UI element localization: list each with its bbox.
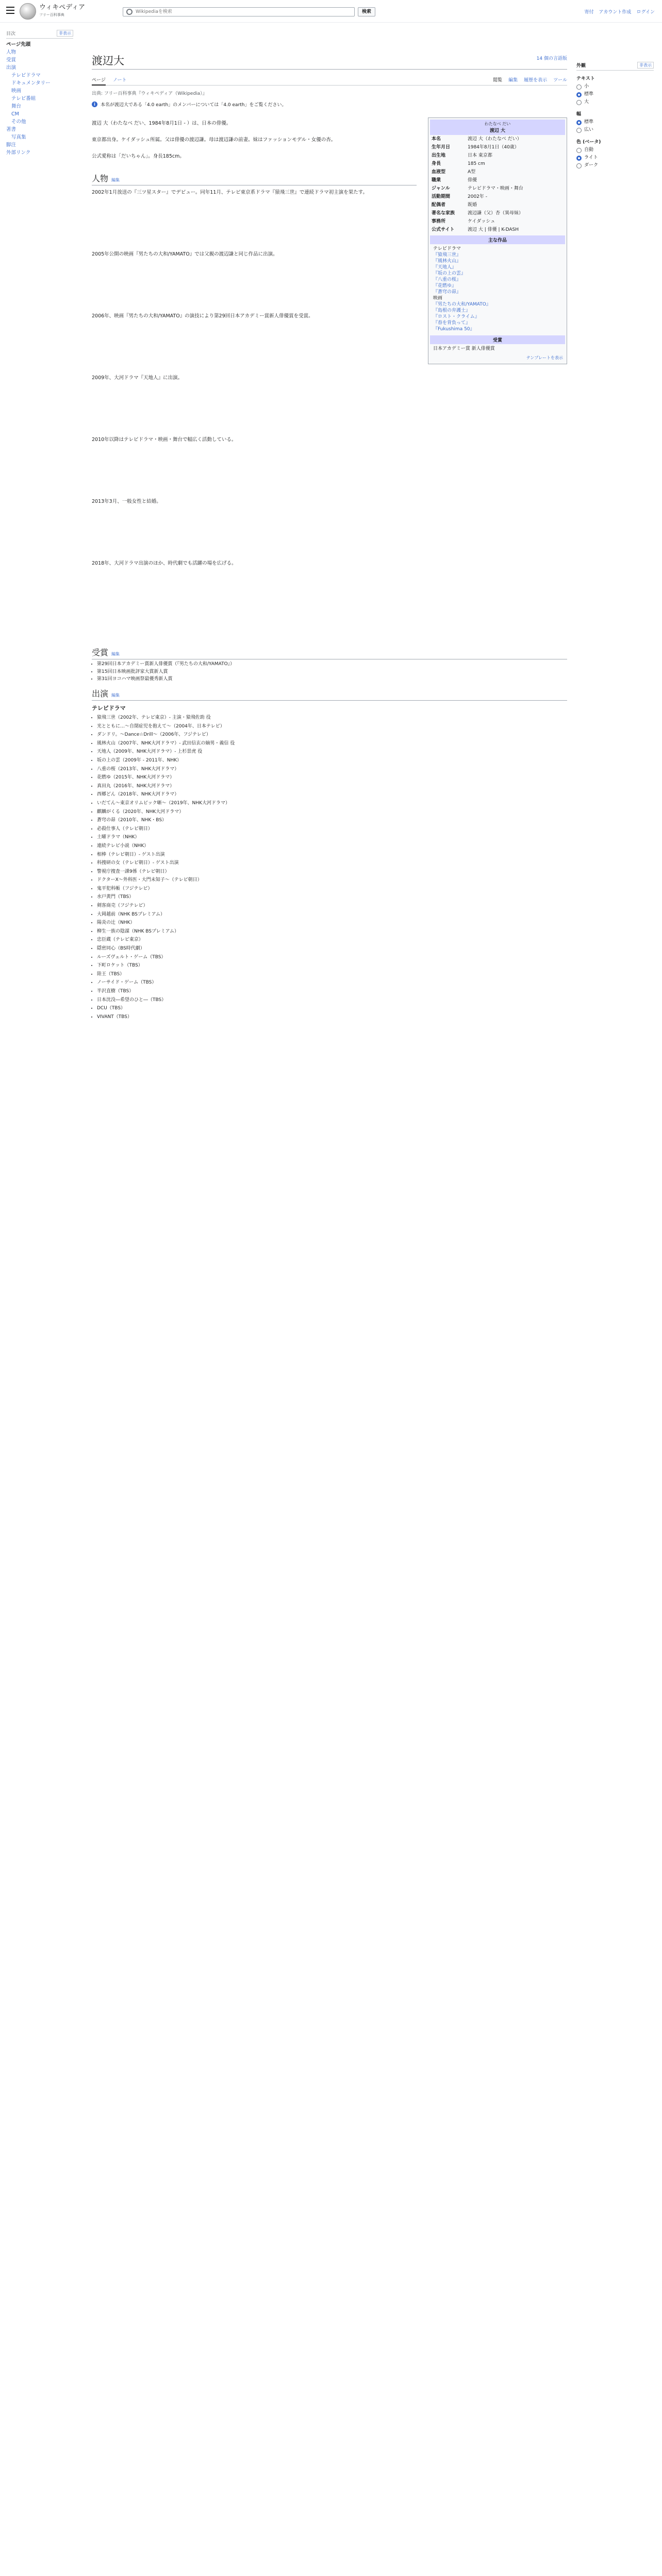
infobox-key: 血液型 bbox=[432, 170, 446, 175]
infobox-work[interactable]: 『男たちの大和/YAMATO』 bbox=[433, 302, 491, 307]
site-name[interactable]: ウィキペディア bbox=[39, 4, 86, 11]
infobox-key: ジャンル bbox=[432, 186, 450, 191]
tv-drama-item: • 鬼平犯科帳（フジテレビ） bbox=[97, 885, 561, 893]
section-heading-awards: 受賞 編集 bbox=[92, 646, 567, 659]
section-heading-appearances: 出演 編集 bbox=[92, 687, 567, 701]
tab-edit[interactable]: 編集 bbox=[508, 78, 518, 83]
user-links bbox=[585, 8, 655, 15]
infobox-key: 職業 bbox=[432, 178, 441, 183]
info-icon: i bbox=[92, 101, 97, 107]
infobox-work[interactable]: 『蒼穹の昴』 bbox=[433, 290, 461, 295]
infobox-work[interactable]: 映画 bbox=[433, 296, 443, 301]
tv-drama-item: • 剣客商売（フジテレビ） bbox=[97, 902, 561, 910]
tv-drama-item: • 忠臣蔵（テレビ東京） bbox=[97, 936, 561, 944]
person-paragraph: 2009年、大河ドラマ『天地人』に出演。 bbox=[92, 375, 183, 381]
appearance-option-label: 大 bbox=[584, 99, 589, 105]
tv-drama-item: • 陸王（TBS） bbox=[97, 971, 561, 978]
appearance-option[interactable] bbox=[576, 146, 654, 154]
edit-section-link[interactable]: 編集 bbox=[111, 178, 120, 182]
site-header bbox=[0, 0, 662, 23]
toc-item[interactable]: 受賞 bbox=[6, 57, 16, 63]
toc-item[interactable]: テレビ番組 bbox=[11, 96, 36, 101]
infobox-award-heading: 受賞 bbox=[430, 335, 565, 344]
infobox-value: 渡辺 大（わたなべ だい） bbox=[468, 137, 522, 142]
infobox-row bbox=[430, 135, 565, 143]
infobox-value: テレビドラマ・映画・舞台 bbox=[468, 186, 523, 191]
award-item: • 第31回ヨコハマ映画祭最優秀新人賞 bbox=[97, 675, 235, 683]
infobox-key: 活動期間 bbox=[432, 194, 451, 199]
appearance-option-label: ダーク bbox=[584, 163, 599, 168]
appearance-header: 外観 非表示 bbox=[576, 62, 654, 71]
appearance-option-label: 小 bbox=[584, 84, 589, 89]
toc-item[interactable]: ページ先頭 bbox=[6, 42, 31, 47]
radio-icon[interactable] bbox=[576, 156, 582, 161]
toc-header: 目次 非表示 bbox=[6, 30, 73, 39]
award-item: • 第15回日本映画批評家大賞新人賞 bbox=[97, 668, 235, 676]
search-box[interactable] bbox=[123, 7, 355, 16]
section-heading-person: 人物 編集 bbox=[92, 172, 417, 185]
tv-drama-item: • 相棒（テレビ朝日）- ゲスト出演 bbox=[97, 851, 561, 859]
infobox-value: 1984年8月1日（40歳） bbox=[468, 145, 519, 150]
infobox-key: 公式サイト bbox=[432, 227, 455, 232]
title-divider bbox=[92, 69, 567, 70]
page-title: 渡辺大 bbox=[92, 55, 124, 67]
infobox-award: 日本アカデミー賞 新人俳優賞 bbox=[433, 346, 495, 351]
infobox-row bbox=[430, 176, 565, 184]
search-input[interactable] bbox=[136, 8, 354, 15]
infobox-row bbox=[430, 151, 565, 160]
tv-drama-item: • VIVANT（TBS） bbox=[97, 1013, 561, 1021]
infobox-key: 身長 bbox=[432, 161, 441, 166]
appearance-option-label: ライト bbox=[584, 155, 598, 160]
tv-drama-item: • ルーズヴェルト・ゲーム（TBS） bbox=[97, 954, 561, 961]
infobox-value: ケイダッシュ bbox=[468, 219, 495, 224]
tv-drama-list bbox=[97, 714, 561, 1022]
tv-drama-item: • 真田丸（2016年、NHK大河ドラマ） bbox=[97, 783, 561, 790]
person-paragraph: 2010年以降はテレビドラマ・映画・舞台で幅広く活動している。 bbox=[92, 437, 237, 443]
radio-icon[interactable] bbox=[576, 163, 582, 168]
infobox-value: 日本 東京都 bbox=[468, 153, 492, 158]
toc-item[interactable]: 写真集 bbox=[11, 134, 26, 140]
appearance-option[interactable] bbox=[576, 118, 654, 126]
infobox-row bbox=[430, 201, 565, 209]
tv-drama-item: • DCU（TBS） bbox=[97, 1005, 561, 1012]
infobox-value: 185 cm bbox=[468, 161, 485, 166]
site-tagline: フリー百科事典 bbox=[39, 13, 64, 17]
toc-item[interactable]: テレビドラマ bbox=[11, 73, 41, 78]
tv-drama-item: • 科捜研の女（テレビ朝日）- ゲスト出演 bbox=[97, 859, 561, 867]
appearance-option-label: 標準 bbox=[584, 92, 594, 97]
radio-icon[interactable] bbox=[576, 148, 582, 153]
tv-drama-item: • 下町ロケット（TBS） bbox=[97, 962, 561, 970]
tv-drama-item: • ノーサイド・ゲーム（TBS） bbox=[97, 979, 561, 987]
tab-tools[interactable]: ツール bbox=[553, 78, 567, 83]
infobox-key: 事務所 bbox=[432, 219, 446, 224]
toc-item[interactable]: 脚注 bbox=[6, 142, 16, 148]
person-paragraph: 2005年公開の映画『男たちの大和/YAMATO』では父親の渡辺謙と同じ作品に出演。 bbox=[92, 251, 278, 257]
tv-drama-item: • 猿飛三世（2002年、テレビ東京）- 主演・猿飛佐助 役 bbox=[97, 714, 561, 722]
infobox-row bbox=[430, 184, 565, 193]
tab-history[interactable]: 履歴を表示 bbox=[524, 78, 548, 83]
appearance-option[interactable] bbox=[576, 154, 654, 162]
search-button[interactable]: 検索 bbox=[358, 7, 375, 16]
page-source-note: 出典: フリー百科事典『ウィキペディア（Wikipedia）』 bbox=[92, 91, 207, 96]
infobox-work[interactable]: 『天地人』 bbox=[433, 265, 457, 270]
tv-drama-item: • 光とともに…〜自閉症児を抱えて〜（2004年、日本テレビ） bbox=[97, 723, 561, 731]
infobox-row bbox=[430, 209, 565, 217]
subsection-heading-tv-drama: テレビドラマ bbox=[92, 705, 126, 711]
infobox-title: わたなべ だい 渡辺 大 bbox=[430, 120, 565, 135]
appearance-group-label: テキスト bbox=[576, 76, 595, 81]
toc-item[interactable]: 外部リンク bbox=[6, 150, 31, 156]
tv-drama-item: • 風林火山（2007年、NHK大河ドラマ）- 武田信玄の嫡男・義信 役 bbox=[97, 740, 561, 748]
toc-item[interactable]: 出演 bbox=[6, 65, 16, 71]
appearance-panel bbox=[576, 62, 654, 170]
infobox-value: 渡辺 大 | 俳優 | K-DASH bbox=[468, 227, 519, 232]
hatnote: i 本名が渡辺大である「4.0 earth」のメンバーについては「4.0 earth」をご覧ください。 bbox=[92, 101, 287, 108]
infobox-value: 2002年 - bbox=[468, 194, 488, 199]
infobox-work[interactable]: テレビドラマ bbox=[433, 246, 461, 251]
tv-drama-item: • 隠密同心（BS時代劇） bbox=[97, 945, 561, 953]
radio-icon[interactable] bbox=[576, 120, 582, 125]
wikipedia-logo[interactable] bbox=[20, 3, 36, 20]
tv-drama-item: • 花燃ゆ（2015年、NHK大河ドラマ） bbox=[97, 774, 561, 782]
appearance-group-label: 色 (ベータ) bbox=[576, 140, 601, 145]
infobox-row bbox=[430, 226, 565, 234]
tv-drama-item: • ダンドリ。〜Dance☆Drill〜（2006年、フジテレビ） bbox=[97, 731, 561, 739]
tv-drama-item: • 必殺仕事人（テレビ朝日） bbox=[97, 825, 561, 833]
infobox-work[interactable]: 『花燃ゆ』 bbox=[433, 283, 457, 289]
tv-drama-item: • 大岡越前（NHK BSプレミアム） bbox=[97, 911, 561, 919]
infobox-work[interactable]: 『ロスト・クライム』 bbox=[433, 314, 479, 319]
intro-paragraph-1: 渡辺 大（わたなべ だい、1984年8月1日 - ）は、日本の俳優。 bbox=[92, 121, 231, 126]
appearance-option-label: 自動 bbox=[584, 147, 594, 152]
infobox-work[interactable]: 『春を背負って』 bbox=[433, 320, 471, 326]
infobox-key: 配偶者 bbox=[432, 202, 446, 208]
page-tabs bbox=[92, 76, 567, 86]
toc-hide-button[interactable]: 非表示 bbox=[57, 30, 73, 37]
main-menu-icon[interactable] bbox=[6, 7, 14, 14]
award-item: • 第29回日本アカデミー賞新人俳優賞（『男たちの大和/YAMATO』） bbox=[97, 660, 235, 668]
tv-drama-item: • 警視庁捜査一課9係（テレビ朝日） bbox=[97, 868, 561, 876]
create-account-link[interactable]: アカウント作成 bbox=[599, 10, 632, 15]
infobox-value: 既婚 bbox=[468, 202, 477, 208]
tv-drama-item: • 西郷どん（2018年、NHK大河ドラマ） bbox=[97, 791, 561, 799]
appearance-option[interactable] bbox=[576, 126, 654, 134]
toc-item[interactable]: 映画 bbox=[11, 88, 22, 94]
tv-drama-item: • 水戸黄門（TBS） bbox=[97, 893, 561, 901]
infobox-row bbox=[430, 160, 565, 168]
infobox-key: 出生地 bbox=[432, 153, 446, 158]
main-content bbox=[92, 23, 567, 2576]
login-link[interactable]: ログイン bbox=[636, 10, 655, 15]
infobox-value: 渡辺謙（父）杏（異母妹） bbox=[468, 211, 524, 216]
toc-item[interactable]: CM bbox=[11, 111, 19, 117]
table-of-contents bbox=[6, 30, 73, 157]
infobox-works-heading: 主な作品 bbox=[430, 235, 565, 244]
infobox-row bbox=[430, 143, 565, 151]
tab-read[interactable]: 閲覧 bbox=[493, 78, 503, 83]
infobox-value: A型 bbox=[468, 170, 476, 175]
infobox-work[interactable]: 『坂の上の雲』 bbox=[433, 271, 466, 276]
donate-link[interactable]: 寄付 bbox=[584, 10, 594, 15]
edit-section-link[interactable]: 編集 bbox=[111, 652, 120, 656]
radio-icon[interactable] bbox=[576, 100, 582, 105]
infobox-row bbox=[430, 217, 565, 226]
toc-item[interactable]: その他 bbox=[11, 119, 26, 125]
intro-paragraph-2: 東京都出身。ケイダッシュ所属。父は俳優の渡辺謙。母は渡辺謙の前妻。妹はファッションモデル・女優の杏。 bbox=[92, 137, 336, 143]
tv-drama-item: • 日本沈没―希望のひと―（TBS） bbox=[97, 996, 561, 1004]
tab-page[interactable]: ページ bbox=[92, 76, 106, 86]
edit-section-link[interactable]: 編集 bbox=[111, 693, 120, 698]
person-paragraph: 2006年、映画『男たちの大和/YAMATO』の演技により第29回日本アカデミー賞新人俳優賞を受賞。 bbox=[92, 313, 313, 319]
intro-paragraph-3: 公式愛称は「だいちゃん」。身長185cm。 bbox=[92, 154, 185, 159]
tv-drama-item: • 坂の上の雲（2009年 - 2011年、NHK） bbox=[97, 757, 561, 765]
infobox-row bbox=[430, 193, 565, 201]
toc-item[interactable]: ドキュメンタリー bbox=[11, 80, 51, 86]
infobox-work[interactable]: 『島根の弁護士』 bbox=[433, 308, 471, 313]
tv-drama-item: • 連続テレビ小説（NHK） bbox=[97, 842, 561, 850]
tv-drama-item: • 陽炎の辻（NHK） bbox=[97, 919, 561, 927]
appearance-group-label: 幅 bbox=[576, 112, 582, 117]
toc-item[interactable]: 舞台 bbox=[11, 104, 22, 109]
tv-drama-item: • 半沢直樹（TBS） bbox=[97, 988, 561, 995]
language-button[interactable]: 14 個の言語版 bbox=[536, 56, 567, 61]
template-link[interactable]: テンプレートを表示 bbox=[526, 355, 563, 360]
infobox-row bbox=[430, 168, 565, 176]
appearance-option-label: 広い bbox=[584, 127, 594, 132]
radio-icon[interactable] bbox=[576, 128, 582, 133]
person-paragraph: 2013年3月、一般女性と結婚。 bbox=[92, 499, 161, 504]
awards-list bbox=[97, 660, 235, 683]
appearance-option[interactable] bbox=[576, 83, 654, 91]
appearance-option[interactable] bbox=[576, 162, 654, 170]
infobox-key: 本名 bbox=[432, 137, 441, 142]
tv-drama-item: • 柳生一族の陰謀（NHK BSプレミアム） bbox=[97, 928, 561, 936]
infobox-work[interactable]: 『八重の桜』 bbox=[433, 277, 461, 282]
infobox-work[interactable]: 『Fukushima 50』 bbox=[433, 327, 475, 332]
person-paragraph: 2018年、大河ドラマ出演のほか、時代劇でも活躍の場を広げる。 bbox=[92, 561, 237, 566]
tv-drama-item: • 八重の桜（2013年、NHK大河ドラマ） bbox=[97, 766, 561, 773]
radio-icon[interactable] bbox=[576, 92, 582, 97]
person-paragraph: 2002年1月放送の『三ツ星スター』でデビュー。同年11月、テレビ東京系ドラマ『猿飛三世』で連続ドラマ初主演を果たす。 bbox=[92, 190, 368, 195]
infobox bbox=[428, 117, 567, 364]
toc-item[interactable]: 人物 bbox=[6, 49, 16, 55]
tv-drama-item: • いだてん〜東京オリムピック噺〜（2019年、NHK大河ドラマ） bbox=[97, 800, 561, 807]
infobox-key: 著名な家族 bbox=[432, 211, 455, 216]
appearance-hide-button[interactable]: 非表示 bbox=[637, 62, 654, 69]
appearance-option[interactable] bbox=[576, 91, 654, 98]
appearance-option-label: 標準 bbox=[584, 120, 594, 125]
tv-drama-item: • 土曜ドラマ（NHK） bbox=[97, 834, 561, 841]
infobox-work[interactable]: 『猿飛三世』 bbox=[433, 252, 461, 258]
tv-drama-item: • ドクターX〜外科医・大門未知子〜（テレビ朝日） bbox=[97, 876, 561, 884]
infobox-value: 俳優 bbox=[468, 178, 477, 183]
radio-icon[interactable] bbox=[576, 84, 582, 90]
search-icon bbox=[126, 9, 133, 15]
tv-drama-item: • 蒼穹の昴（2010年、NHK・BS） bbox=[97, 817, 561, 824]
infobox-key: 生年月日 bbox=[432, 145, 451, 150]
tab-talk[interactable]: ノート bbox=[112, 78, 127, 83]
appearance-option[interactable] bbox=[576, 98, 654, 106]
toc-item[interactable]: 著書 bbox=[6, 127, 16, 132]
infobox-work[interactable]: 『風林火山』 bbox=[433, 259, 461, 264]
tv-drama-item: • 天地人（2009年、NHK大河ドラマ）- 上杉景虎 役 bbox=[97, 748, 561, 756]
tv-drama-item: • 麒麟がくる（2020年、NHK大河ドラマ） bbox=[97, 808, 561, 816]
